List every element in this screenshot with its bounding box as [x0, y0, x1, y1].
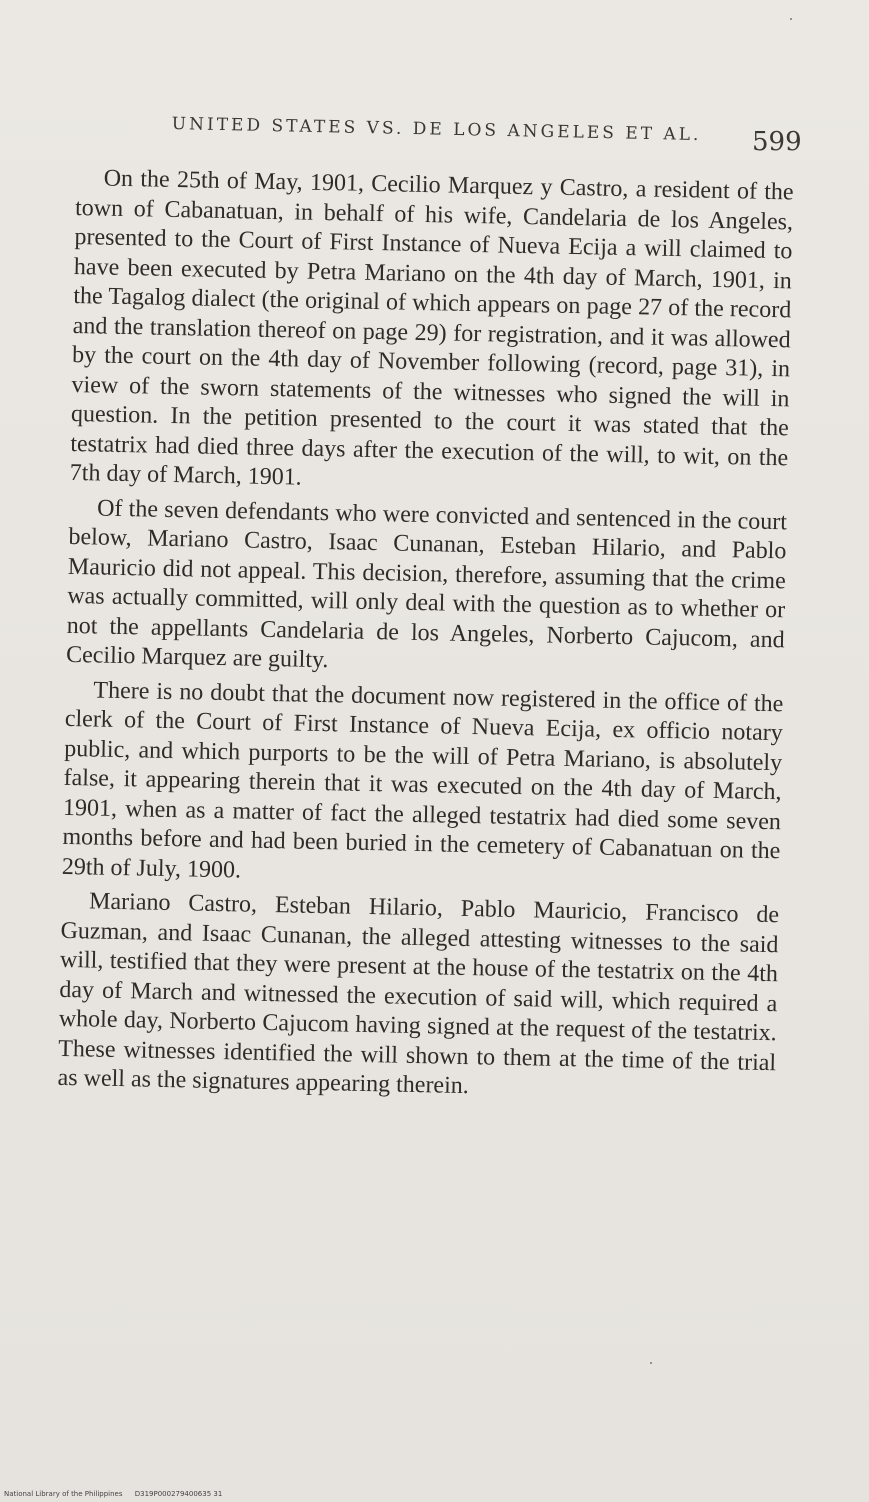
- paragraph: Mariano Castro, Esteban Hilario, Pablo Mauricio, Francisco de Guzman, and Isaac Cunanan, the alleged attesting witnesses to the said will, testified that they were present at the house of the testatrix on the 4th day of March and witnessed the execution of said will, which required a whole day, Norberto Cajucom having signed at the request of the testatrix. These witnesses identified the will shown to them at the time of the trial as well as the signatures appearing therein.: [57, 888, 780, 1100]
- scan-speck: [790, 18, 792, 20]
- footer-library: National Library of the Philippines: [4, 1490, 123, 1498]
- paragraph: Of the seven defendants who were convicted and sentenced in the court below, Mariano Castro, Isaac Cunanan, Esteban Hilario, and Pablo Mauricio did not appeal. This decision, therefore, assuming that the crime was actually committed, will only deal with the question as to whether or not the appellants Candelaria de los Angeles, Norberto Cajucom, and Cecilio Marquez are guilty.: [65, 494, 788, 674]
- paragraph: On the 25th of May, 1901, Cecilio Marquez y Castro, a resident of the town of Cabanatuan, in behalf of his wife, Candelaria de los Angeles, presented to the Court of First Instance of Nueva Ecija a will claimed to have been executed by Petra Mariano on the 4th day of March, 1901, in the Tagalog dialect (the original of which appears on page 27 of the record and the translation thereof on page 29) for registration, and it was allowed by the court on the 4th day of November following (record, page 31), in view of the sworn statements of the witnesses who signed the will in question. In the petition presented to the court it was stated that the testatrix had died three days after the execution of the will, to wit, on the 7th day of March, 1901.: [69, 165, 794, 491]
- paragraph: There is no doubt that the document now registered in the office of the clerk of the Court of First Instance of Nueva Ecija, ex officio notary public, and which purports to be the will of Petra Mariano, is absolutely false, it appearing therein that it was executed on the 4th day of March, 1901, when as a matter of fact the alleged testatrix had died some seven months before and had been buried in the cemetery of Cabanatuan on the 29th of July, 1900.: [61, 676, 784, 883]
- body-text: [57, 164, 794, 1113]
- page-number: 599: [752, 127, 802, 157]
- scan-speck: [650, 1362, 652, 1364]
- footer-document-id: D319P000279400635 31: [134, 1490, 223, 1498]
- scan-footer: [4, 1490, 232, 1498]
- running-head: UNITED STATES VS. DE LOS ANGELES ET AL.: [171, 114, 702, 146]
